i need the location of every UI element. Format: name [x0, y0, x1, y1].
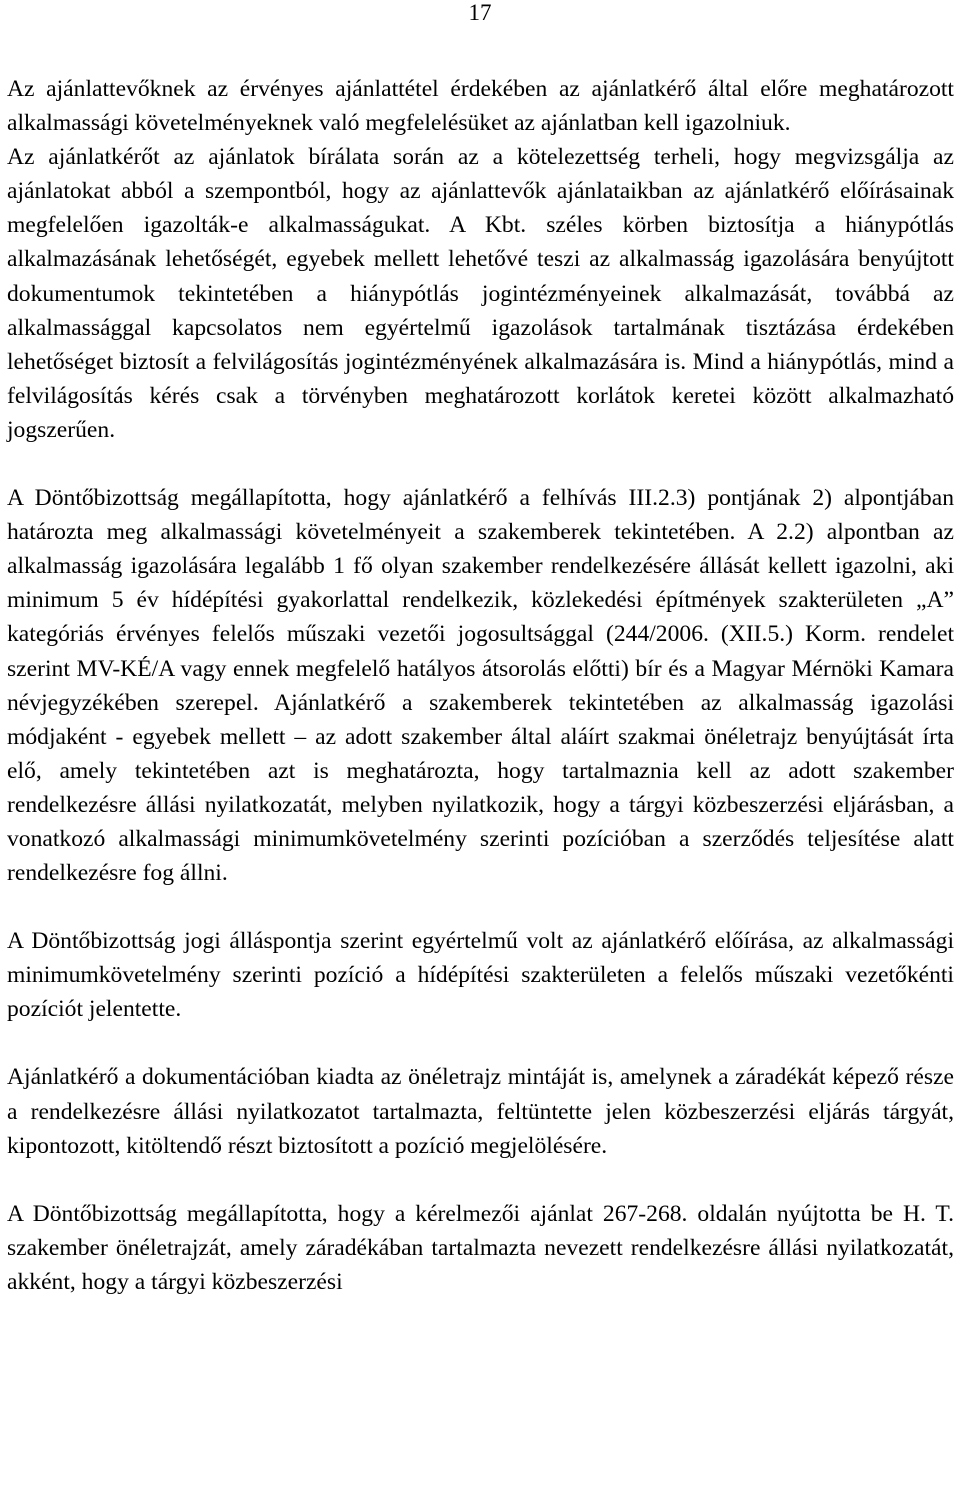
paragraph: Az ajánlattevőknek az érvényes ajánlattétel érdekében az ajánlatkérő által előre meghatározott alkalmassági követelményeknek való megfelelésüket az ajánlatban kell igazolniuk.: [7, 76, 954, 137]
document-body: [7, 72, 954, 1299]
paragraph: A Döntőbizottság megállapította, hogy a kérelmezői ajánlat 267-268. oldalán nyújtotta be H. T. szakember önéletrajzát, amely záradékában tartalmazta nevezett rendelkezésre állási nyilatkozatát, akként, hogy a tárgyi közbeszerzési: [7, 1200, 954, 1295]
paragraph: A Döntőbizottság jogi álláspontja szerint egyértelmű volt az ajánlatkérő előírása, az alkalmassági minimumkövetelmény szerinti pozíció a hídépítési szakterületen a felelős műszaki vezetőkénti pozíciót jelentette.: [7, 928, 954, 1023]
paragraph: Ajánlatkérő a dokumentációban kiadta az önéletrajz mintáját is, amelynek a záradékát képező része a rendelkezésre állási nyilatkozatot tartalmazta, feltüntette jelen közbeszerzési eljárás tárgyát, kipontozott, kitöltendő részt biztosított a pozíció megjelölésére.: [7, 1064, 954, 1159]
page-number: 17: [468, 0, 492, 25]
paragraph: A Döntőbizottság megállapította, hogy ajánlatkérő a felhívás III.2.3) pontjának 2) alpontjában határozta meg alkalmassági követelményeit a szakemberek tekintetében. A 2.2) alpontban az alkalmasság igazolására legalább 1 fő olyan szakember rendelkezésére állását kellett igazolni, aki minimum 5 év hídépítési gyakorlattal rendelkezik, közlekedési építmények szakterületen „A” kategóriás érvényes felelős műszaki vezetői jogosultsággal (244/2006. (XII.5.) Korm. rendelet szerint MV-KÉ/A vagy ennek megfelelő hatályos átsorolás előtti) bír és a Magyar Mérnöki Kamara névjegyzékében szerepel. Ajánlatkérő a szakemberek tekintetében az alkalmasság igazolási módjaként - egyebek mellett – az adott szakember által aláírt szakmai önéletrajz benyújtását írta elő, amely tekintetében azt is meghatározta, hogy tartalmaznia kell az adott szakember rendelkezésre állási nyilatkozatát, melyben nyilatkozik, hogy a tárgyi közbeszerzési eljárásban, a vonatkozó alkalmassági minimumkövetelmény szerinti pozícióban a szerződés teljesítése alatt rendelkezésre fog állni.: [7, 485, 954, 887]
paragraph: Az ajánlatkérőt az ajánlatok bírálata során az a kötelezettség terheli, hogy megvizsgálja az ajánlatokat abból a szempontból, hogy az ajánlattevők ajánlataikban az ajánlatkérő előírásainak megfelelően igazolták-e alkalmasságukat. A Kbt. széles körben biztosítja a hiánypótlás alkalmazásának lehetőségét, egyebek mellett lehetővé teszi az alkalmasság igazolására benyújtott dokumentumok tekintetében a hiánypótlás jogintézményeinek alkalmazását, továbbá az alkalmassággal kapcsolatos nem egyértelmű igazolások tartalmának tisztázása érdekében lehetőséget biztosít a felvilágosítás jogintézményének alkalmazására is. Mind a hiánypótlás, mind a felvilágosítás kérés csak a törvényben meghatározott korlátok keretei között alkalmazható jogszerűen.: [7, 144, 954, 443]
